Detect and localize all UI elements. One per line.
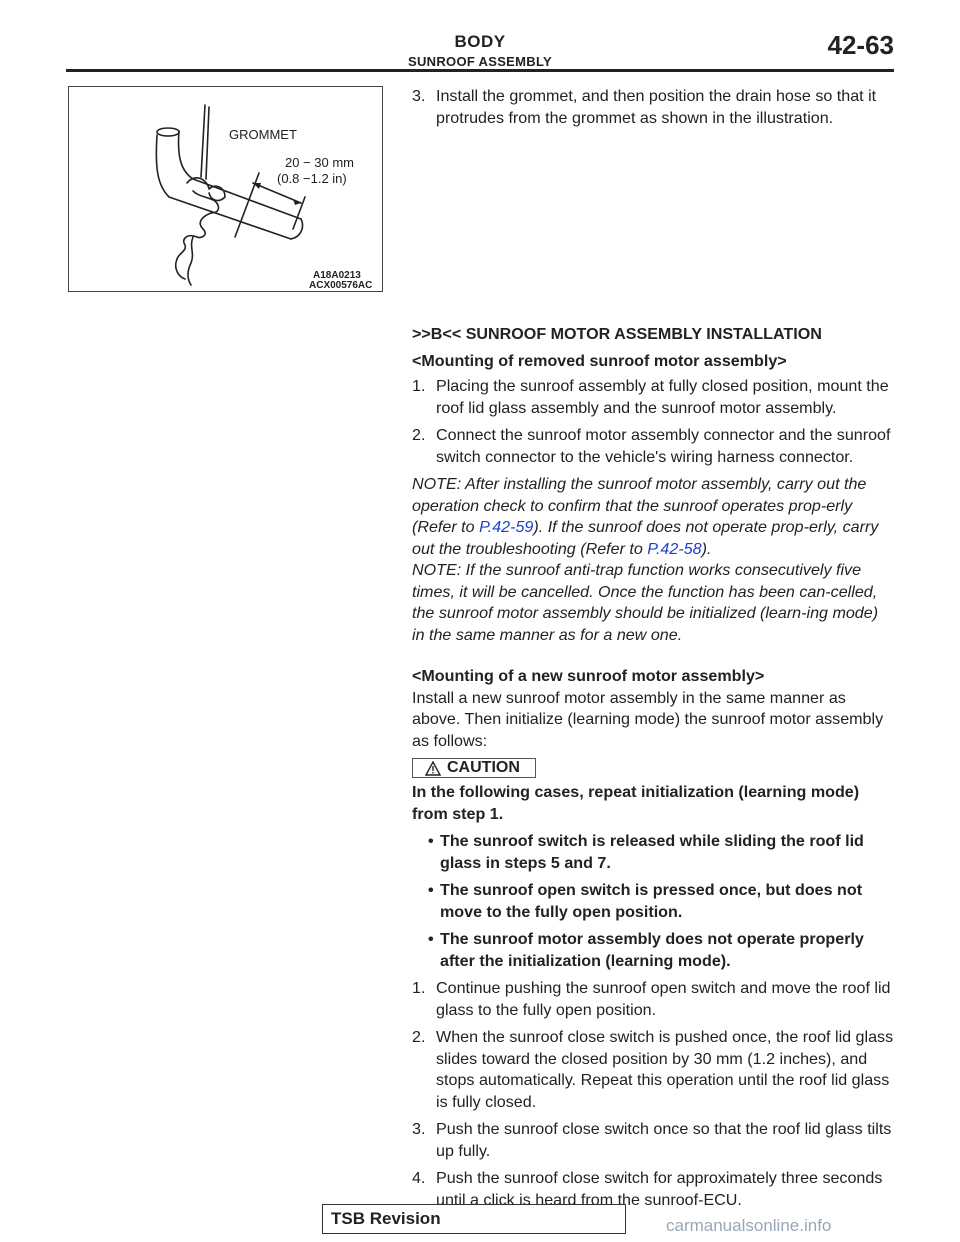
bullet-text: The sunroof switch is released while sliding the roof lid glass in steps 5 and 7.	[440, 832, 864, 872]
step-number: 4.	[412, 1169, 426, 1187]
note-text: ). If the sunroof does not operate prop-erly, carry out the troubleshooting (Refer to	[412, 518, 879, 558]
step-text: Connect the sunroof motor assembly connector and the sunroof switch connector to the vehicle's wiring harness connector.	[436, 426, 891, 466]
step-number: 3.	[412, 1120, 426, 1138]
step-number: 1.	[412, 377, 426, 395]
section-subtitle: SUNROOF ASSEMBLY	[408, 54, 552, 69]
subsection-heading-removed: <Mounting of removed sunroof motor assembly>	[412, 351, 787, 370]
installation-procedure	[412, 324, 894, 1217]
step-text: Push the sunroof close switch once so that the roof lid glass tilts up fully.	[436, 1120, 892, 1160]
bullet-glyph: •	[428, 832, 434, 850]
grommet-label: GROMMET	[229, 127, 297, 142]
step-text: When the sunroof close switch is pushed once, the roof lid glass slides toward the closed position by 30 mm (1.2 inches), and stops automatically. Repeat this operation until the roof lid glass is fully closed.	[436, 1028, 894, 1111]
list-item	[428, 929, 894, 972]
note-operation-check	[412, 474, 894, 560]
bullet-text: The sunroof open switch is pressed once, but does not move to the fully open position.	[440, 881, 863, 921]
caution-label: CAUTION	[447, 759, 520, 777]
figure-code-1: A18A0213	[313, 270, 361, 281]
step-number: 2.	[412, 1028, 426, 1046]
watermark: carmanualsonline.info	[666, 1216, 832, 1235]
list-item	[412, 86, 894, 129]
step-number: 3.	[412, 87, 426, 105]
grommet-step-block	[412, 86, 894, 135]
figure-code-2: ACX00576AC	[309, 280, 373, 291]
bullet-glyph: •	[428, 881, 434, 899]
subsection-heading-new: <Mounting of a new sunroof motor assembly>	[412, 667, 765, 685]
list-item	[412, 978, 894, 1021]
list-item	[412, 425, 894, 468]
list-item	[428, 831, 894, 874]
drain-hose-illustration	[68, 86, 383, 292]
step-text: Placing the sunroof assembly at fully closed position, mount the roof lid glass assembly and the sunroof motor assembly.	[436, 377, 889, 417]
link-p42-59[interactable]: P.42-59	[479, 518, 534, 536]
step-number: 1.	[412, 979, 426, 997]
warning-triangle-icon	[425, 761, 441, 776]
link-p42-58[interactable]: P.42-58	[647, 539, 702, 558]
list-item	[428, 880, 894, 923]
caution-lead: In the following cases, repeat initialization (learning mode) from step 1.	[412, 783, 860, 823]
page-number: 42-63	[827, 30, 894, 60]
new-assembly-intro: Install a new sunroof motor assembly in the same manner as above. Then initialize (learning mode) the sunroof motor assembly as follows:	[412, 688, 884, 750]
note-text: ).	[701, 539, 712, 558]
note-text: NOTE: After installing the sunroof motor assembly, carry out the operation check to confirm that the sunroof operates prop-erly (Refer to	[412, 475, 867, 536]
dimension-mm-label: 20 − 30 mm	[285, 155, 355, 170]
step-text: Continue pushing the sunroof open switch and move the roof lid glass to the fully open position.	[436, 979, 891, 1019]
section-title: BODY	[454, 32, 506, 51]
caution-box	[412, 758, 536, 778]
step-text: Install the grommet, and then position the drain hose so that it protrudes from the grommet as shown in the illustration.	[436, 87, 877, 127]
header-rule	[66, 69, 894, 72]
list-item	[412, 1027, 894, 1113]
list-item	[412, 376, 894, 419]
bullet-glyph: •	[428, 930, 434, 948]
dimension-in-label: (0.8 −1.2 in)	[277, 171, 347, 186]
step-text: Push the sunroof close switch for approximately three seconds until a click is heard from the sunroof-ECU.	[436, 1169, 883, 1209]
tsb-revision-box: TSB Revision	[322, 1204, 626, 1234]
procedure-heading: >>B<< SUNROOF MOTOR ASSEMBLY INSTALLATION	[412, 325, 822, 343]
bullet-text: The sunroof motor assembly does not operate properly after the initialization (learning mode).	[440, 930, 864, 970]
list-item	[412, 1119, 894, 1162]
note-anti-trap: NOTE: If the sunroof anti-trap function works consecutively five times, it will be cancelled. Once the function has been can-celled, the sunroof motor assembly should be initialized (learn-ing mode) in the same manner as for a new one.	[412, 561, 879, 644]
step-number: 2.	[412, 426, 426, 444]
hose-drawing	[69, 87, 381, 290]
